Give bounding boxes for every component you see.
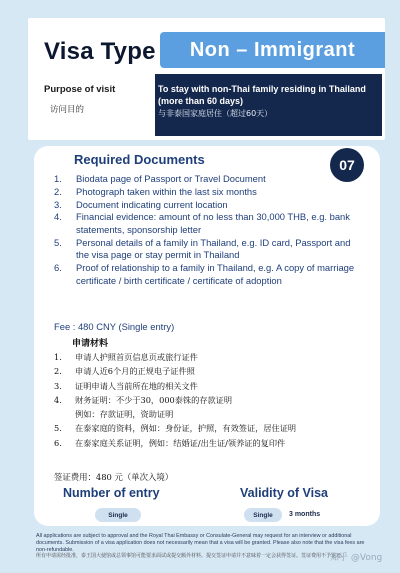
validity-entry-pill: Single — [244, 508, 282, 522]
cn-required-title: 申请材料 — [72, 339, 109, 349]
list-item-text: 例如：存款证明，资助证明 — [75, 409, 174, 420]
fee-text: Fee : 480 CNY (Single entry) — [54, 321, 175, 332]
list-item — [54, 199, 364, 212]
list-item — [54, 407, 364, 421]
list-item-text: 在泰家庭关系证明，例如：结婚证/出生证/领养证的复印件 — [75, 437, 286, 448]
list-item-number: 2. — [54, 366, 62, 377]
visa-category-banner: Non – Immigrant — [160, 32, 385, 68]
list-item-text: Personal details of a family in Thailand, e.g. ID card, Passport and the visa page or stay permit in Thailand — [76, 236, 351, 261]
list-item — [54, 186, 364, 199]
list-item-number: 6. — [54, 262, 62, 274]
list-item — [54, 379, 364, 393]
list-item — [54, 173, 364, 186]
list-item-number: 3. — [54, 380, 62, 391]
list-item — [54, 364, 364, 378]
list-item — [54, 237, 364, 262]
validity-title: Validity of Visa — [240, 486, 329, 500]
purpose-text-cn: 与非泰国家庭居住（超过60天） — [158, 109, 273, 118]
list-item-text: Financial evidence: amount of no less than 30,000 THB, e.g. bank statements, sponsorship letter — [76, 211, 350, 235]
number-of-entry-title: Number of entry — [63, 486, 160, 500]
list-item — [54, 211, 364, 236]
list-item-text: 财务证明：不少于30，000泰铢的存款证明 — [75, 394, 233, 405]
list-item-text: Photograph taken within the last six months — [76, 185, 257, 197]
category-number-badge: 07 — [330, 148, 364, 182]
list-item-number: 5. — [54, 423, 62, 434]
required-documents-list — [54, 173, 364, 287]
footer-disclaimer — [36, 533, 376, 560]
list-item-number: 4. — [54, 394, 62, 405]
list-item-text: Document indicating current location — [76, 198, 228, 210]
purpose-text: To stay with non-Thai family residing in Thailand (more than 60 days) — [158, 84, 366, 106]
list-item-number — [54, 407, 75, 421]
list-item-text: 证明申请人当前所在地的相关文件 — [75, 380, 198, 391]
list-item — [54, 262, 364, 287]
list-item-number: 4. — [54, 211, 62, 223]
list-item-text: Biodata page of Passport or Travel Document — [76, 173, 266, 184]
required-documents-title: Required Documents — [74, 152, 205, 167]
watermark: 知乎 @Vong — [330, 553, 383, 563]
list-item-number: 5. — [54, 236, 62, 248]
cn-documents-list — [54, 350, 364, 450]
list-item-text: 申请人近6个月的正规电子证件照 — [75, 366, 195, 377]
purpose-label-cn: 访问目的 — [50, 105, 85, 115]
list-item-text: 申请人护照首页信息页或旅行证件 — [75, 352, 198, 362]
fee-text-cn: 签证费用：480 元（单次入境） — [54, 472, 174, 482]
list-item-number: 1. — [54, 352, 62, 362]
entry-pill: Single — [95, 508, 141, 522]
list-item-text: Proof of relationship to a family in Thailand, e.g. A copy of marriage certificate / birth certificate / certificate of adoption — [76, 262, 355, 286]
purpose-label: Purpose of visit — [44, 84, 116, 95]
footer-text-cn: 所有申请需经批准，泰王国大使馆或总领事馆可能要求面试或提交额外材料。提交签证申请并不意味着一定会获得签证。签证费用不予退还。 — [36, 553, 347, 560]
footer-text-en: All applications are subject to approval and the Royal Thai Embassy or Consulate-General may request for an interview or additional documents. Submission of a visa application does not necessarily mean that a visa will be granted. Please also note that the visa fees are non-refundable. — [36, 533, 365, 553]
list-item-number: 1. — [54, 173, 62, 184]
validity-value: 3 months — [289, 511, 321, 518]
visa-type-label: Visa Type — [44, 38, 156, 65]
list-item-number: 6. — [54, 437, 62, 448]
list-item — [54, 350, 364, 364]
list-item — [54, 436, 364, 450]
list-item — [54, 421, 364, 435]
list-item — [54, 393, 364, 407]
list-item-number: 3. — [54, 198, 62, 210]
list-item-number: 2. — [54, 185, 62, 197]
list-item-text: 在泰家庭的资料，例如：身份证，护照，有效签证，居住证明 — [75, 423, 297, 434]
